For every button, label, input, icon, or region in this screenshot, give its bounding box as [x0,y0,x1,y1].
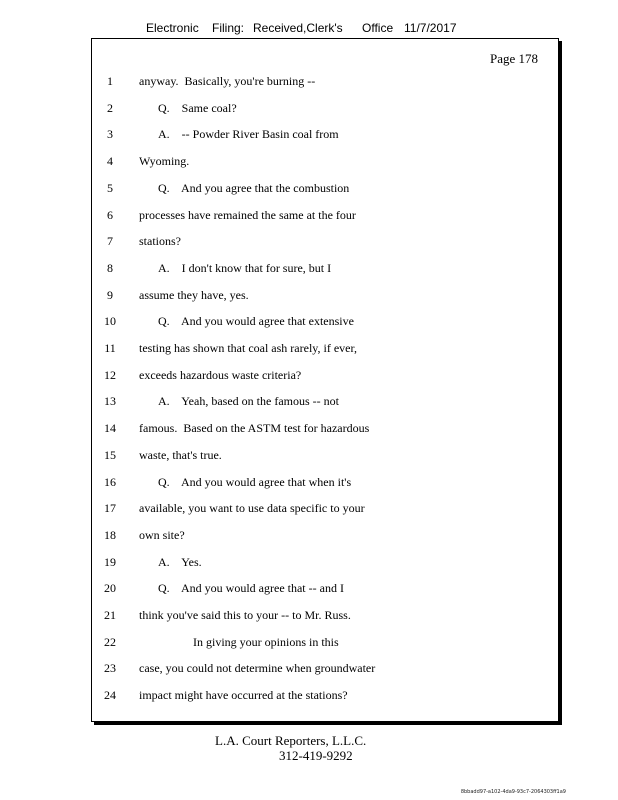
line-text: In giving your opinions in this [193,634,339,649]
transcript-line [92,74,558,90]
line-number: 1 [107,74,113,88]
transcript-line [92,314,558,330]
line-number: 23 [104,661,116,676]
transcript-line [92,688,558,704]
line-text: A. Yeah, based on the famous -- not [158,394,339,409]
line-number: 18 [104,527,116,542]
transcript-line [92,635,558,651]
document-hash: 8bbadd97-a102-4da9-93c7-2064303ff1a9 [460,789,566,795]
line-text: anyway. Basically, you're burning -- [139,74,316,88]
line-text: processes have remained the same at the four [139,207,356,222]
line-number: 21 [104,608,116,622]
line-number: 2 [107,100,113,115]
line-text: Q. And you would agree that when it's [158,474,352,489]
transcript-line [92,181,558,197]
line-number: 15 [104,447,116,462]
line-number: 17 [104,501,116,516]
transcript-line [92,288,558,304]
reporter-phone: 312-419-9292 [279,748,353,763]
line-text: Q. And you agree that the combustion [158,180,350,195]
line-number: 19 [104,554,116,569]
line-text: available, you want to use data specific to your [139,501,365,516]
line-number: 6 [107,207,113,222]
line-number: 12 [104,367,116,382]
transcript-line [92,501,558,517]
filing-word-4: Office [362,21,394,35]
line-text: exceeds hazardous waste criteria? [139,367,302,382]
line-text: impact might have occurred at the stations? [139,688,348,703]
transcript-line [92,475,558,491]
line-text: Wyoming. [139,154,190,169]
transcript-line [92,261,558,277]
filing-word-5: 11/7/2017 [404,21,457,35]
line-number: 20 [104,581,116,596]
line-text: case, you could not determine when groundwater [139,661,376,676]
transcript-line [92,101,558,117]
transcript-line [92,448,558,464]
line-text: Q. Same coal? [158,100,237,115]
line-text: Q. And you would agree that extensive [158,314,354,329]
line-number: 24 [104,688,116,703]
transcript-line [92,555,558,571]
line-text: waste, that's true. [139,447,222,462]
transcript-line [92,234,558,250]
transcript-line [92,661,558,677]
transcript-page [91,38,559,722]
transcript-line [92,608,558,624]
line-number: 13 [104,394,116,409]
line-number: 4 [107,154,113,169]
line-number: 10 [104,314,116,329]
transcript-line [92,528,558,544]
line-number: 3 [107,127,113,142]
line-number: 7 [107,234,113,249]
line-number: 22 [104,634,116,649]
transcript-line [92,127,558,143]
line-text: think you've said this to your -- to Mr. Russ. [139,608,351,622]
line-number: 8 [107,260,113,275]
transcript-line [92,154,558,170]
line-text: own site? [139,527,185,542]
filing-word-1: Electronic [146,21,199,35]
line-text: A. I don't know that for sure, but I [158,260,332,275]
transcript-line [92,394,558,410]
filing-word-3: Received,Clerk's [253,21,343,35]
line-text: Q. And you would agree that -- and I [158,581,344,596]
line-text: A. -- Powder River Basin coal from [158,127,339,142]
page-number: Page 178 [489,51,538,66]
line-number: 11 [104,341,116,355]
transcript-line [92,581,558,597]
line-number: 9 [107,287,113,302]
line-text: famous. Based on the ASTM test for hazardous [139,421,370,436]
line-text: stations? [139,234,181,249]
line-text: A. Yes. [158,554,202,569]
line-number: 16 [104,474,116,489]
transcript-line [92,368,558,384]
filing-word-2: Filing: [212,21,245,35]
transcript-line [92,421,558,437]
transcript-line [92,208,558,224]
transcript-line [92,341,558,357]
reporter-name: L.A. Court Reporters, L.L.C. [215,733,367,748]
line-text: assume they have, yes. [139,287,249,302]
line-text: testing has shown that coal ash rarely, if ever, [139,341,358,355]
line-number: 5 [107,180,113,195]
line-number: 14 [104,421,116,436]
